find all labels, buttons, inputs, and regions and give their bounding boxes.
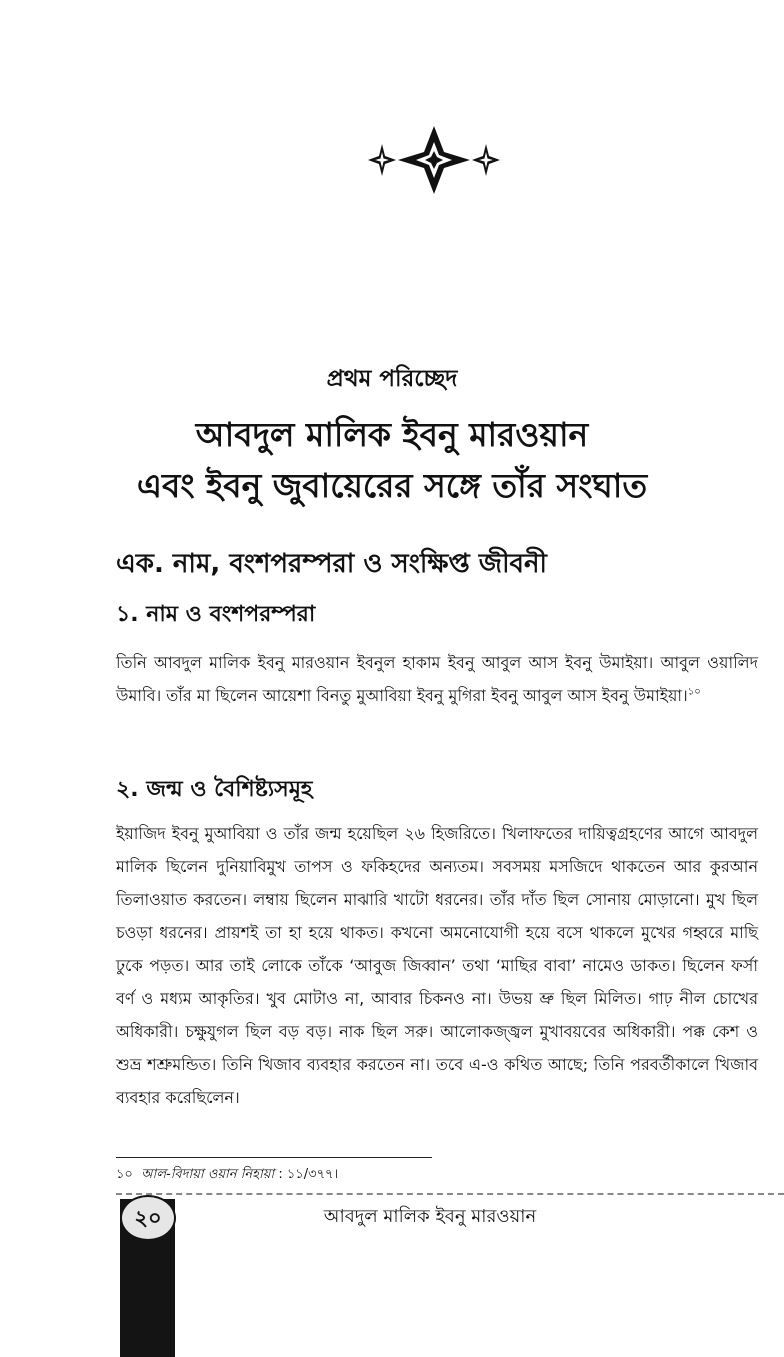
- paragraph-text: তিনি আবদুল মালিক ইবনু মারওয়ান ইবনুল হাকাম ইবনু আবুল আস ইবনু উমাইয়া। আবুল ওয়ালিদ উমাবি। তাঁর মা ছিলেন আয়েশা বিনতু মুআবিয়া ইবনু মুগিরা ইবনু আবুল আস ইবনু উমাইয়া।: [116, 653, 758, 705]
- paragraph-birth-traits: ইয়াজিদ ইবনু মুআবিয়া ও তাঁর জন্ম হয়েছিল ২৬ হিজরিতে। খিলাফতের দায়িত্বগ্রহণের আগে আবদুল মালিক ছিলেন দুনিয়াবিমুখ তাপস ও ফকিহদের অন্যতম। সবসময় মসজিদে থাকতেন আর কুরআন তিলাওয়াত করতেন। লম্বায় ছিলেন মাঝারি খাটো ধরনের। তাঁর দাঁত ছিল সোনায় মোড়ানো। মুখ ছিল চওড়া ধরনের। প্রায়শই তা হা হয়ে থাকত। কখনো অমনোযোগী হয়ে বসে থাকলে মুখের গহ্বরে মাছি ঢুকে পড়ত। আর তাই লোকে তাঁকে ‘আবুজ জিব্বান’ তথা ‘মাছির বাবা’ নামেও ডাকত। ছিলেন ফর্সা বর্ণ ও মধ্যম আকৃতির। খুব মোটাও না, আবার চিকনও না। উভয় ভ্রু ছিল মিলিত। গাঢ় নীল চোখের অধিকারী। চক্ষুযুগল ছিল বড় বড়। নাক ছিল সরু। আলোকজ্জ্বল মুখাবয়বের অধিকারী। পক্ক কেশ ও শুভ্র শশ্রুমন্ডিত। তিনি খিজাব ব্যবহার করতেন না। তবে এ-ও কথিত আছে; তিনি পরবর্তীকালে খিজাব ব্যবহার করেছিলেন।: [116, 824, 758, 1107]
- footnote-source: আল-বিদায়া ওয়ান নিহায়া: [141, 1167, 275, 1182]
- running-head: আবদুল মালিক ইবনু মারওয়ান: [323, 1206, 537, 1227]
- page-number: ২০: [120, 1195, 176, 1241]
- diamond-star-ornament-icon: [362, 122, 506, 198]
- footnote-divider: [116, 1157, 432, 1158]
- footnote-number: ১০: [116, 1167, 133, 1182]
- subsection-heading-birth-traits: ২. জন্ম ও বৈশিষ্ট্যসমূহ: [116, 777, 313, 802]
- footnote: [116, 1164, 338, 1186]
- chapter-title-line-1: আবদুল মালিক ইবনু মারওয়ান: [195, 415, 589, 454]
- paragraph-name-lineage: [116, 646, 758, 712]
- subsection-heading-name-lineage: ১. নাম ও বংশপরম্পরা: [116, 602, 316, 627]
- footnote-reference[interactable]: ১০: [687, 686, 701, 698]
- footnote-ref: : ১১/৩৭৭।: [274, 1167, 339, 1182]
- chapter-label: প্রথম পরিচ্ছেদ: [326, 366, 458, 392]
- chapter-title-line-2: এবং ইবনু জুবায়েরের সঙ্গে তাঁর সংঘাত: [136, 466, 648, 505]
- section-heading: এক. নাম, বংশপরম্পরা ও সংক্ষিপ্ত জীবনী: [116, 549, 547, 579]
- footer-divider: [116, 1193, 784, 1195]
